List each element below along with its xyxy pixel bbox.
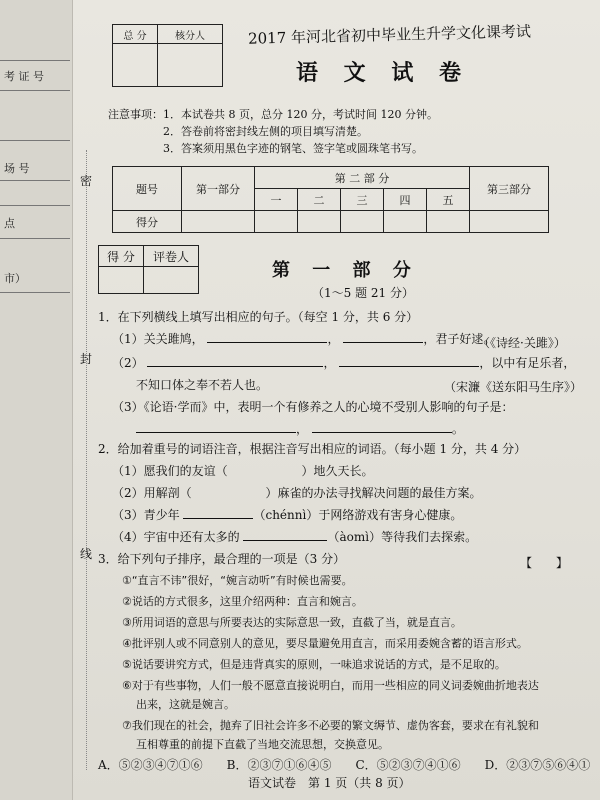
grader-score-cell[interactable] [99, 267, 144, 294]
margin-label-city: 市） [4, 272, 26, 285]
q1-a-text: （1）关关雎鸠， [112, 332, 204, 346]
margin-label-exam-id: 考 证 号 [4, 70, 44, 83]
q1-c-end: 。 [451, 422, 464, 436]
q3-s5: ⑤说话要讲究方式，但是违背真实的原则，一味追求说话的方式，是不足取的。 [122, 658, 506, 671]
q3-s3: ③所用词语的意思与所要表达的实际意思一致，直截了当，就是直言。 [122, 616, 462, 629]
score-table-part2: 第 二 部 分 [255, 167, 470, 189]
score-table [112, 166, 549, 233]
q2-d-end: （àomì）等待我们去探索。 [327, 530, 478, 544]
seal-char-mi: 密 [80, 174, 93, 188]
q2-b-text: （2）用解剖（ [112, 486, 192, 500]
q2-d [112, 528, 477, 545]
subject-title: 语 文 试 卷 [296, 60, 470, 86]
q2-b-end: ）麻雀的办法寻找解决问题的最佳方案。 [265, 486, 482, 500]
total-score-box [112, 24, 223, 87]
score-cell-sub-1[interactable] [255, 211, 298, 233]
note-2: 2．答卷前将密封线左侧的项目填写清楚。 [163, 125, 368, 138]
q1-b-end: ，以中有足乐者， [479, 356, 576, 370]
score-table-sub-2: 二 [298, 189, 341, 211]
grader-name-cell[interactable] [144, 267, 199, 294]
seal-char-xian: 线 [80, 547, 93, 561]
q2-c [112, 506, 462, 523]
q3-s1: ①“直言不讳”很好，“婉言动听”有时候也需要。 [122, 574, 353, 587]
q1-a-blank-1[interactable] [207, 342, 327, 343]
q3-options: A．⑤②③④⑦①⑥ B．②③⑦①⑥④⑤ C．⑤②③⑦④①⑥ D．②③⑦⑤⑥④① [98, 758, 591, 772]
total-score-label: 总 分 [113, 25, 158, 44]
checker-cell[interactable] [158, 44, 223, 87]
exam-title: 2017 年河北省初中毕业生升学文化课考试 [247, 22, 532, 48]
q1-a-blank-2[interactable] [343, 342, 423, 343]
q3-stem: 3．给下列句子排序，最合理的一项是（3 分） [98, 552, 346, 566]
q2-c-blank[interactable] [183, 518, 253, 519]
q3-s6a: ⑥对于有些事物，人们一般不愿意直接说明白，而用一些相应的同义词委婉曲折地表达 [122, 679, 539, 692]
score-table-tihao: 题号 [113, 167, 182, 211]
q1-a-source: （《诗经·关雎》） [478, 336, 566, 350]
q1-b-blank-2[interactable] [339, 366, 479, 367]
q2-stem: 2．给加着重号的词语注音，根据注音写出相应的词语。（每小题 1 分，共 4 分） [98, 442, 527, 456]
score-cell-sub-2[interactable] [298, 211, 341, 233]
q1-b: （2） ， ，以中有足乐者， [112, 356, 576, 370]
seal-dotted-line [86, 150, 87, 770]
q2-a [112, 462, 373, 479]
part-one-title: 第 一 部 分 [272, 260, 419, 281]
notes-block [108, 106, 438, 157]
score-table-sub-3: 三 [341, 189, 384, 211]
q3-s6b: 出来，这就是婉言。 [136, 698, 235, 711]
q1-b-line2: 不知口体之奉不若人也。 [136, 378, 269, 392]
checker-label: 核分人 [158, 25, 223, 44]
score-table-part1: 第一部分 [182, 167, 255, 211]
margin-label-room: 场 号 [4, 162, 30, 175]
q3-s2: ②说话的方式很多，这里介绍两种：直言和婉言。 [122, 595, 363, 608]
q3-answer-bracket[interactable]: 【 】 [520, 556, 569, 570]
q3-s7b: 互相尊重的前提下直截了当地交流思想，交换意见。 [136, 738, 389, 751]
page-footer: 语文试卷 第 1 页（共 8 页） [248, 776, 411, 790]
q1-b-text: （2） [112, 356, 144, 370]
score-table-part3: 第三部分 [470, 167, 549, 211]
score-cell-part1[interactable] [182, 211, 255, 233]
q1-c-blanks: ， 。 [136, 420, 464, 437]
q2-a-text: （1）愿我们的友谊（ [112, 464, 228, 478]
score-cell-sub-3[interactable] [341, 211, 384, 233]
q1-c-blank-1[interactable] [136, 432, 296, 433]
q2-d-blank[interactable] [243, 540, 327, 541]
score-table-sub-1: 一 [255, 189, 298, 211]
q3-s4: ④批评别人或不同意别人的意见，要尽量避免用直言，而采用委婉含蓄的语言形式。 [122, 637, 528, 650]
score-table-sub-5: 五 [427, 189, 470, 211]
q1-c-blank-2[interactable] [312, 432, 452, 433]
total-score-cell[interactable] [113, 44, 158, 87]
q2-a-end: ）地久天长。 [301, 464, 374, 478]
note-3: 3．答案须用黑色字迹的钢笔、签字笔或圆珠笔书写。 [163, 142, 423, 155]
score-cell-sub-4[interactable] [384, 211, 427, 233]
note-1: 注意事项：1．本试卷共 8 页，总分 120 分，考试时间 120 分钟。 [108, 108, 438, 121]
q1-a: （1）关关雎鸠， ， ，君子好逑。 [112, 332, 496, 346]
grader-name-label: 评卷人 [144, 246, 199, 267]
q1-b-blank-1[interactable] [147, 366, 323, 367]
q1-a-end: ，君子好逑。 [423, 332, 496, 346]
q1-stem: 1．在下列横线上填写出相应的句子。（每空 1 分，共 6 分） [98, 310, 419, 324]
q1-b-source: （宋濂《送东阳马生序》） [444, 380, 583, 394]
margin-label-site: 点 [4, 217, 15, 230]
q1-c: （3）《论语·学而》中，表明一个有修养之人的心境不受别人影响的句子是： [112, 400, 514, 414]
grader-box [98, 245, 199, 294]
score-table-sub-4: 四 [384, 189, 427, 211]
q3-s7a: ⑦我们现在的社会，抛弃了旧社会许多不必要的繁文缛节、虚伪客套，要求在有礼貌和 [122, 719, 539, 732]
q2-b [112, 484, 481, 501]
seal-char-feng: 封 [80, 352, 93, 366]
q2-c-text: （3）青少年 [112, 508, 180, 522]
grader-score-label: 得 分 [99, 246, 144, 267]
score-cell-sub-5[interactable] [427, 211, 470, 233]
score-table-defen: 得分 [113, 211, 182, 233]
q2-c-end: （chénnì）于网络游戏有害身心健康。 [253, 508, 463, 522]
q2-d-text: （4）宇宙中还有太多的 [112, 530, 240, 544]
part-one-subtitle: （1～5 题 21 分） [312, 286, 414, 300]
score-cell-part3[interactable] [470, 211, 549, 233]
binding-margin [0, 0, 73, 800]
